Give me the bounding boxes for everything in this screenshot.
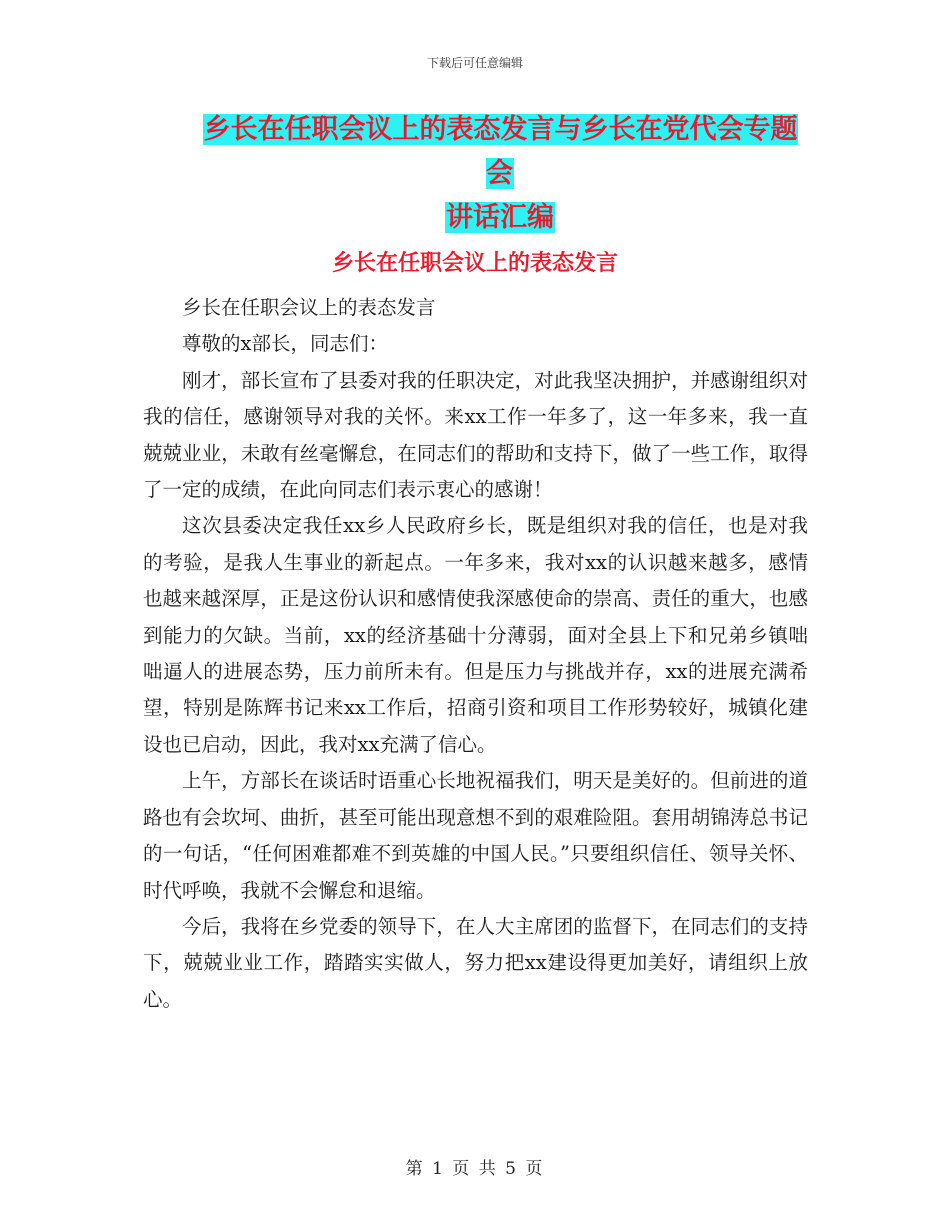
page-header-note: 下载后可任意编辑 [426,56,523,70]
page-number-footer: 第 1 页 共 5 页 [405,1159,545,1179]
paragraph: 尊敬的x部长，同志们： [182,332,388,356]
document-body [143,290,808,1018]
paragraph: 这次县委决定我任xx乡人民政府乡长，既是组织对我的信任，也是对我的考验，是我人生事业的新起点。一年多来，我对xx的认识越来越多，感情也越来越深厚，正是这份认识和感情使我深感使命的崇高、责任的重大，也感到能力的欠缺。当前，xx的经济基础十分薄弱，面对全县上下和兄弟乡镇咄咄逼人的进展态势，压力前所未有。但是压力与挑战并存，xx的进展充满希望，特别是陈辉书记来xx工作后，招商引资和项目工作形势较好，城镇化建设也已启动，因此，我对xx充满了信心。 [143,514,808,756]
section-title: 乡长在任职会议上的表态发言 [331,251,618,276]
document-title-line-1: 乡长在任职会议上的表态发言与乡长在党代会专题会 [203,114,798,189]
paragraph: 刚才，部长宣布了县委对我的任职决定，对此我坚决拥护，并感谢组织对我的信任，感谢领导对我的关怀。来xx工作一年多了，这一年多来，我一直兢兢业业，未敢有丝毫懈怠，在同志们的帮助和支持下，做了一些工作，取得了一定的成绩，在此向同志们表示衷心的感谢！ [143,368,808,502]
document-title-line-2: 讲话汇编 [446,202,554,233]
paragraph: 上午，方部长在谈话时语重心长地祝福我们，明天是美好的。但前进的道路也有会坎坷、曲折，甚至可能出现意想不到的艰难险阻。套用胡锦涛总书记的一句话，“任何困难都难不到英雄的中国人民。”只要组织信任、领导关怀、时代呼唤，我就不会懈怠和退缩。 [143,769,808,902]
paragraph: 今后，我将在乡党委的领导下，在人大主席团的监督下，在同志们的支持下，兢兢业业工作，踏踏实实做人，努力把xx建设得更加美好，请组织上放心。 [143,914,808,1011]
paragraph: 乡长在任职会议上的表态发言 [182,296,436,319]
document-title [195,108,805,240]
